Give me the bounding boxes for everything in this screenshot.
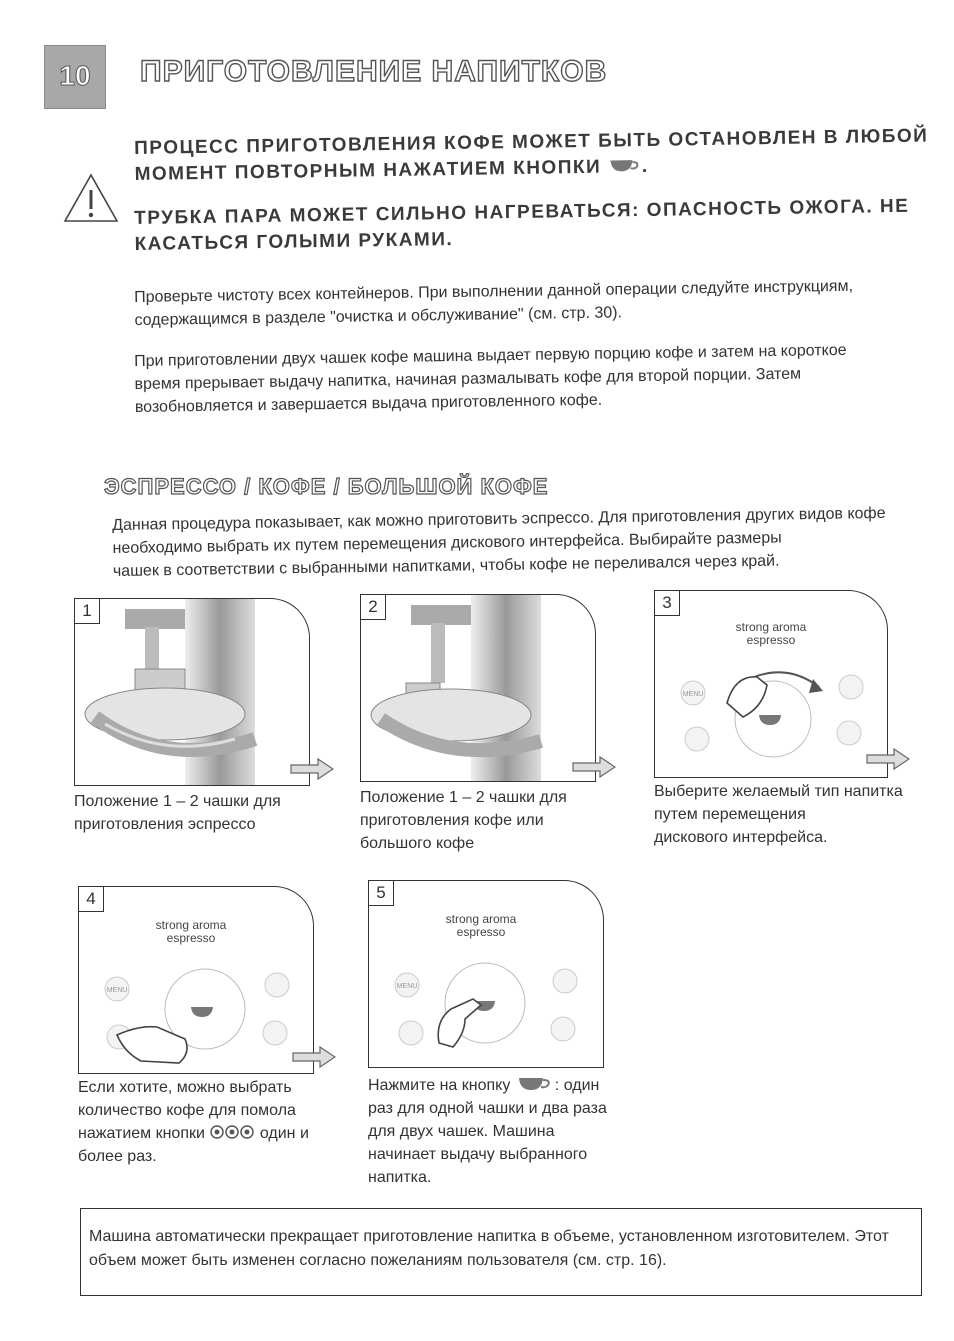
display-line: espresso bbox=[456, 925, 506, 939]
step-2-caption bbox=[360, 786, 567, 855]
display-label bbox=[421, 913, 541, 939]
warning-line-text: МОМЕНТ ПОВТОРНЫМ НАЖАТИЕМ КНОПКИ bbox=[134, 156, 602, 185]
caption-line: количество кофе для помола bbox=[78, 1102, 296, 1119]
step-4-image bbox=[78, 886, 314, 1074]
text-line: При приготовлении двух чашек кофе машина выдает первую порцию кофе и затем на короткое bbox=[134, 341, 847, 370]
caption-line: Положение 1 – 2 чашки для bbox=[74, 793, 281, 810]
warning-line-end: . bbox=[641, 155, 649, 178]
step-2-image bbox=[360, 594, 596, 782]
caption-line: путем перемещения bbox=[654, 806, 806, 823]
coffee-machine-illustration bbox=[75, 599, 309, 785]
caption-line: Выберите желаемый тип напитка bbox=[654, 783, 903, 800]
section-intro bbox=[112, 502, 886, 583]
display-label bbox=[131, 919, 251, 945]
step-1-image bbox=[74, 598, 310, 786]
next-arrow-icon bbox=[290, 758, 334, 780]
warning-text-1 bbox=[134, 124, 929, 188]
display-label bbox=[711, 621, 831, 647]
display-line: espresso bbox=[746, 633, 796, 647]
text-line: содержащимся в разделе "очистка и обслуживание" (см. стр. 30). bbox=[134, 304, 623, 329]
step-number: 3 bbox=[654, 590, 680, 616]
svg-text:MENU: MENU bbox=[682, 691, 704, 698]
note-box bbox=[80, 1208, 922, 1296]
step-3-image bbox=[654, 590, 888, 778]
step-number: 4 bbox=[78, 886, 104, 912]
caption-text: нажатием кнопки bbox=[78, 1125, 205, 1142]
step-3-caption bbox=[654, 780, 903, 849]
text-line: возобновляется и завершается выдача приготовленного кофе. bbox=[134, 391, 603, 416]
warning-text-2 bbox=[134, 194, 910, 258]
warning-line: ТРУБКА ПАРА МОЖЕТ СИЛЬНО НАГРЕВАТЬСЯ: ОПАСНОСТЬ ОЖОГА. НЕ bbox=[134, 195, 910, 229]
caption-line: напитка. bbox=[368, 1169, 432, 1186]
caption-line: более раз. bbox=[78, 1148, 157, 1165]
text-line: Проверьте чистоту всех контейнеров. При выполнении данной операции следуйте инструкциям, bbox=[134, 277, 854, 306]
warning-icon bbox=[62, 172, 120, 224]
caption-text: один и bbox=[259, 1125, 309, 1142]
text-line: Данная процедура показывает, как можно приготовить эспрессо. Для приготовления других видов кофе bbox=[112, 504, 886, 534]
page-number: 10 bbox=[59, 60, 91, 91]
caption-line bbox=[78, 1122, 309, 1145]
display-line: strong aroma bbox=[155, 918, 227, 932]
step-5-image bbox=[368, 880, 604, 1068]
text-line: время прерывает выдачу напитка, начиная размалывать кофе для второй порции. Затем bbox=[134, 365, 802, 393]
step-5-caption bbox=[368, 1074, 607, 1189]
cup-button-icon bbox=[515, 1075, 555, 1093]
intro-paragraph-1 bbox=[134, 275, 854, 332]
next-arrow-icon bbox=[866, 748, 910, 770]
step-4-caption bbox=[78, 1076, 309, 1168]
display-line: strong aroma bbox=[735, 620, 807, 634]
caption-line: Если хотите, можно выбрать bbox=[78, 1079, 292, 1096]
page-number-badge bbox=[44, 45, 106, 109]
warning-line: КАСАТЬСЯ ГОЛЫМИ РУКАМИ. bbox=[134, 228, 454, 255]
caption-line: для двух чашек. Машина bbox=[368, 1123, 555, 1140]
caption-line: приготовления эспрессо bbox=[74, 816, 256, 833]
text-line: объем может быть изменен согласно пожеланиям пользователя (см. стр. 16). bbox=[89, 1252, 667, 1269]
step-number: 5 bbox=[368, 880, 394, 906]
step-number: 2 bbox=[360, 594, 386, 620]
caption-text: : один bbox=[554, 1077, 600, 1094]
step-number: 1 bbox=[74, 598, 100, 624]
caption-line bbox=[368, 1074, 607, 1097]
caption-line: дискового интерфейса. bbox=[654, 829, 828, 846]
text-line: чашек в соответствии с выбранными напитками, чтобы кофе не переливался через край. bbox=[112, 552, 780, 580]
caption-line: раз для одной чашки и два раза bbox=[368, 1100, 607, 1117]
cup-button-icon bbox=[608, 156, 642, 175]
step-1-caption bbox=[74, 790, 281, 836]
text-line: Машина автоматически прекращает приготовление напитка в объеме, установленном изготовителем. Этот bbox=[89, 1228, 889, 1245]
control-panel-illustration bbox=[655, 591, 887, 777]
caption-line: большого кофе bbox=[360, 835, 475, 852]
caption-text: Нажмите на кнопку bbox=[368, 1077, 511, 1094]
note-text bbox=[89, 1225, 889, 1273]
display-line: strong aroma bbox=[445, 912, 517, 926]
menu-label: MENU bbox=[396, 983, 418, 990]
grind-quantity-icon bbox=[209, 1124, 255, 1140]
page-title: ПРИГОТОВЛЕНИЕ НАПИТКОВ bbox=[140, 55, 608, 88]
next-arrow-icon bbox=[572, 756, 616, 778]
next-arrow-icon bbox=[292, 1046, 336, 1068]
menu-label: MENU bbox=[106, 987, 128, 994]
section-title: ЭСПРЕССО / КОФЕ / БОЛЬШОЙ КОФЕ bbox=[104, 474, 549, 499]
warning-line: ПРОЦЕСС ПРИГОТОВЛЕНИЯ КОФЕ МОЖЕТ БЫТЬ ОСТАНОВЛЕН В ЛЮБОЙ bbox=[134, 125, 929, 159]
intro-paragraph-2 bbox=[134, 339, 847, 419]
coffee-machine-illustration bbox=[361, 595, 595, 781]
text-line: необходимо выбрать их путем перемещения дискового интерфейса. Выбирайте размеры bbox=[112, 529, 782, 557]
caption-line: Положение 1 – 2 чашки для bbox=[360, 789, 567, 806]
control-panel-illustration bbox=[369, 881, 603, 1067]
caption-line: приготовления кофе или bbox=[360, 812, 544, 829]
control-panel-illustration bbox=[79, 887, 313, 1073]
caption-line: начинает выдачу выбранного bbox=[368, 1146, 588, 1163]
display-line: espresso bbox=[166, 931, 216, 945]
